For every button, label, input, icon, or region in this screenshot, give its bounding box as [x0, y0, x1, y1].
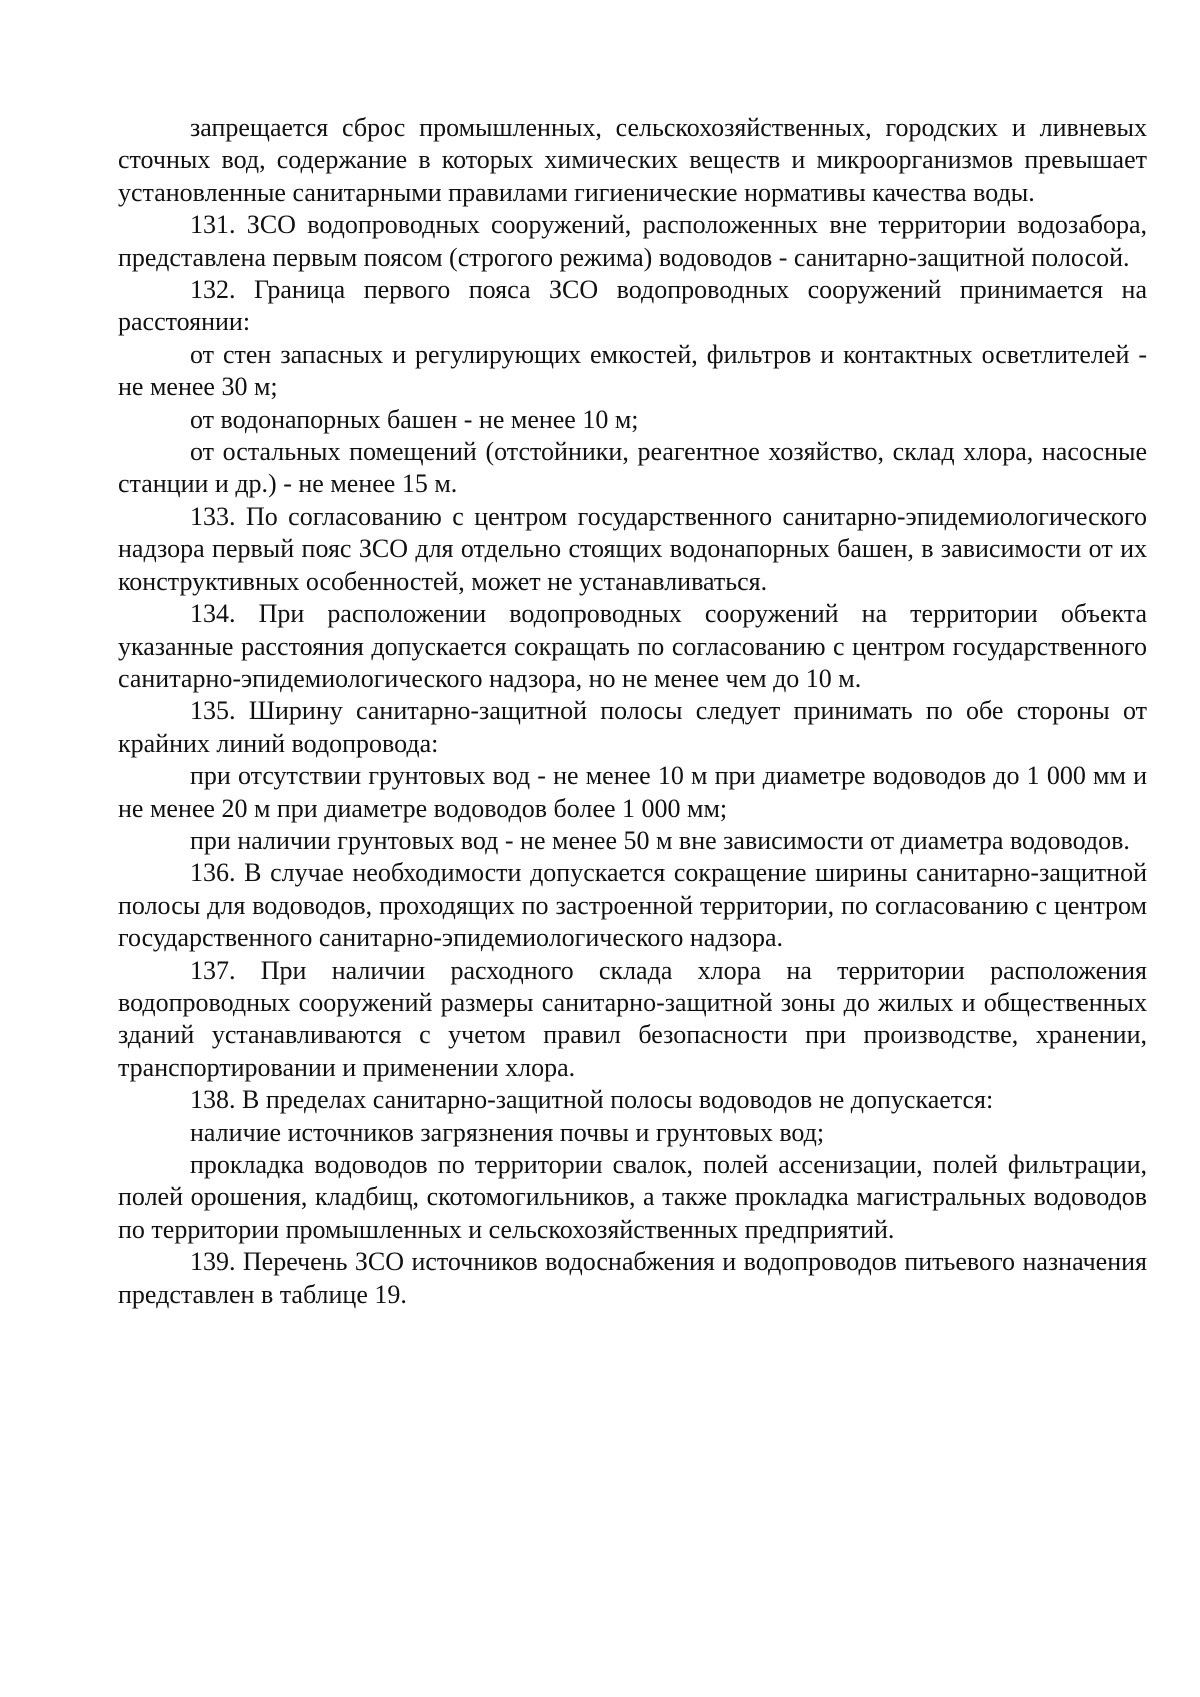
- document-page: [118, 112, 1147, 1311]
- list-item-pollution-sources: наличие источников загрязнения почвы и грунтовых вод;: [190, 1117, 825, 1147]
- list-item-distance-towers: от водонапорных башен - не менее 10 м;: [190, 404, 639, 434]
- list-item-groundwater: при наличии грунтовых вод - не менее 50 м вне зависимости от диаметра водоводов.: [190, 825, 1130, 855]
- paragraph-137: 137. При наличии расходного склада хлора на территории расположения водопроводных сооружений размеры санитарно-защитной зоны до жилых и общественных зданий устанавливаются с учетом правил безопасности при производстве, хранении, транспортировании и применении хлора.: [118, 955, 1147, 1082]
- paragraph-138: 138. В пределах санитарно-защитной полосы водоводов не допускается:: [190, 1085, 994, 1115]
- paragraph-133: 133. По согласованию с центром государственного санитарно-эпидемиологического надзора первый пояс ЗСО для отдельно стоящих водонапорных башен, в зависимости от их конструктивных особенностей, может не устанавливаться.: [118, 501, 1147, 596]
- list-item-distance-other: от остальных помещений (отстойники, реагентное хозяйство, склад хлора, насосные станции и др.) - не менее 15 м.: [118, 437, 1147, 499]
- list-item-pipeline-laying: прокладка водоводов по территории свалок, полей ассенизации, полей фильтрации, полей орошения, кладбищ, скотомогильников, а также прокладка магистральных водоводов по территории промышленных и сельскохозяйственных предприятий.: [118, 1150, 1147, 1244]
- list-item-no-groundwater: при отсутствии грунтовых вод - не менее 10 м при диаметре водоводов до 1 000 мм и не менее 20 м при диаметре водоводов более 1 000 мм;: [118, 761, 1147, 823]
- list-item-distance-tanks: от стен запасных и регулирующих емкостей, фильтров и контактных осветлителей - не менее 30 м;: [118, 339, 1147, 402]
- paragraph-135: 135. Ширину санитарно-защитной полосы следует принимать по обе стороны от крайних линий водопровода:: [118, 696, 1147, 758]
- paragraph-139: 139. Перечень ЗСО источников водоснабжения и водопроводов питьевого назначения представлен в таблице 19.: [118, 1247, 1147, 1309]
- paragraph-136: 136. В случае необходимости допускается сокращение ширины санитарно-защитной полосы для водоводов, проходящих по застроенной территории, по согласованию с центром государственного санитарно-эпидемиологического надзора.: [118, 858, 1147, 953]
- paragraph-131: 131. ЗСО водопроводных сооружений, расположенных вне территории водозабора, представлена первым поясом (строгого режима) водоводов - санитарно-защитной полосой.: [118, 210, 1147, 272]
- paragraph-134: 134. При расположении водопроводных сооружений на территории объекта указанные расстояния допускается сокращать по согласованию с центром государственного санитарно-эпидемиологического надзора, но не менее чем до 10 м.: [118, 599, 1147, 693]
- paragraph-continuation: запрещается сброс промышленных, сельскохозяйственных, городских и ливневых сточных вод, содержание в которых химических веществ и микроорганизмов превышает установленные санитарными правилами гигиенические нормативы качества воды.: [118, 113, 1147, 207]
- paragraph-132: 132. Граница первого пояса ЗСО водопроводных сооружений принимается на расстоянии:: [118, 275, 1147, 337]
